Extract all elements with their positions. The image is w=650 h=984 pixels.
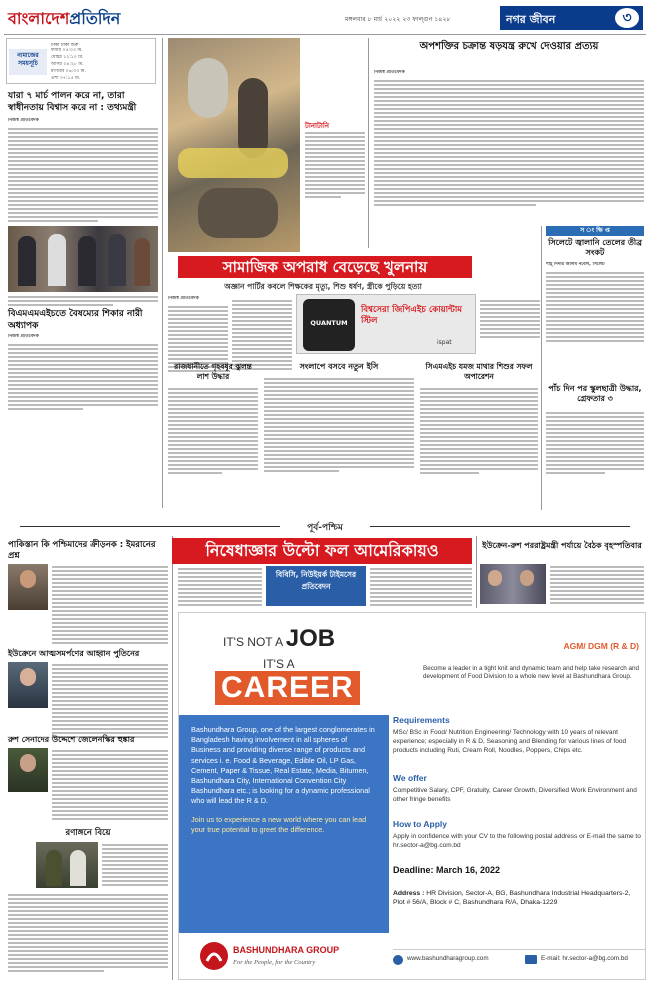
body-left2 xyxy=(8,342,158,412)
headline-left1: যারা ৭ মার্চ পালন করে না, তারা স্বাধীনতায় বিশ্বাস করে না : তথ্যমন্ত্রী xyxy=(8,91,137,113)
prayer-heading: ঢাকা ঢাকা শুরু xyxy=(51,43,79,48)
headline-right1: অপশক্তির চক্রান্ত ষড়যন্ত্র রুখে দেওয়ার প্রত্যয় xyxy=(419,41,599,52)
globe-icon xyxy=(393,955,403,965)
ad-company-pitch-box xyxy=(179,715,389,933)
prayer-row-isha: এশা ০৭:১৫ মি. xyxy=(51,76,81,81)
ad-website[interactable]: www.bashundharagroup.com xyxy=(407,955,489,962)
body-wedding xyxy=(8,892,168,974)
prayer-row-maghrib: মাগরিব ০৬:০৩ মি. xyxy=(51,69,87,74)
ad-right-panel xyxy=(393,613,645,979)
photo-imran xyxy=(8,564,48,610)
caption-left-photo xyxy=(8,294,158,308)
ad-group-name: BASHUNDHARA GROUP xyxy=(233,945,340,955)
masthead-logo: বাংলাদেশপ্রতিদিন xyxy=(8,9,121,28)
subheadline-sanctions: বিবিসি, নিউইয়র্ক টাইমসের প্রতিবেদন xyxy=(266,566,366,606)
headline-sylhet: সিলেটে জ্বালানি তেলের তীব্র সংকট xyxy=(548,238,642,257)
prayer-row-fajr: ফজর ০৫:০৩ মি. xyxy=(51,48,83,53)
body-putin xyxy=(52,662,168,740)
ad-address: HR Division, Sector-A, BG, Bashundhara Industrial Headquarters-2, Plot # 56/A, Block # C, Bashundhara R/A, Dhaka-1229 xyxy=(393,890,631,907)
body-sylhet xyxy=(546,270,644,344)
photo-zelensky xyxy=(8,748,48,792)
page-header xyxy=(0,0,650,34)
quantum-brand: বিশ্বসেরা জিপিএইচ কোয়ান্টাম স্টিল xyxy=(361,305,463,326)
headline-khulna: সামাজিক অপরাধ বেড়েছে খুলনায় xyxy=(178,256,472,278)
ad-deadline: Deadline: March 16, 2022 xyxy=(393,865,501,875)
photo-putin xyxy=(8,662,48,708)
headline-housewife: রাজধানীতে গৃহবধূর ঝুলন্ত লাশ উদ্ধার xyxy=(174,362,252,381)
section-label: নগর জীবন ৩ xyxy=(500,6,643,30)
prayer-row-asr: আসর ০৪:২৮ মি. xyxy=(51,62,84,67)
ad-headline-job: JOB xyxy=(285,625,336,652)
photo-ministers xyxy=(8,226,158,292)
headline-putin: ইউক্রেনে আত্মসমর্পণের আহ্বান পুতিনের xyxy=(8,649,140,658)
body-sanctions-right xyxy=(370,566,472,608)
body-schoolgirl xyxy=(546,410,644,476)
briefs-tag: স ং ক্ষি প্ত xyxy=(546,226,644,236)
headline-schoolgirl: পাঁচ দিন পর স্কুলছাত্রী উদ্ধার, গ্রেফতার ৩ xyxy=(548,384,642,403)
ad-offer-heading: We offer xyxy=(393,773,427,783)
ad-company-pitch: Bashundhara Group, one of the largest conglomerates in Bangladesh having involvement in all spheres of Business and providing diverse range of products and services i. e. Food & Beverage, Edible Oil, LP Gas, Cement, Paper & Tissue, Real Estate, Media, Bitumen, Bashundhara City, International Convention City Bashundhara etc.; is looking for a dynamic professional who will lead the R & D. xyxy=(191,725,375,806)
ad-address-block xyxy=(393,889,641,907)
quantum-sub-brand: ispat xyxy=(437,339,452,346)
ad-headline-line2: IT'S A xyxy=(263,657,295,671)
ad-requirements: MSc/ BSc in Food/ Nutrition Engineering/ Technology with 10 years of relevant experience; especially in R & D, Seasoning and Blending for various lines of food products including Ruti, Cream Roll, Noodles, Poppers, Chips etc. xyxy=(393,729,627,754)
headline-left2: বিএমএমএইচতে বৈষম্যের শিকার নারী অধ্যাপক xyxy=(8,309,143,331)
headline-ukraine-talks: ইউক্রেন-রুশ পররাষ্ট্রমন্ত্রী পর্যায়ে বৈঠক বৃহস্পতিবার xyxy=(482,541,642,550)
mail-icon xyxy=(525,955,537,964)
photo-lavrov-kuleba xyxy=(480,564,546,604)
headline-sanctions: নিষেধাজ্ঞার উল্টো ফল আমেরিকায়ও xyxy=(172,538,472,564)
prayer-times-box xyxy=(6,38,156,84)
byline-left2: নিজস্ব প্রতিবেদক xyxy=(8,334,39,339)
body-left1 xyxy=(8,126,158,222)
prayer-row-zuhr: যোহর ১২:১০ মি. xyxy=(51,55,84,60)
photo-oil-crowd xyxy=(168,38,300,252)
byline-khulna: নিজস্ব প্রতিবেদক xyxy=(168,296,199,301)
body-ec xyxy=(264,376,414,474)
headline-zelensky: রুশ সেনাদের উদ্দেশে জেলেনস্কির হুঙ্কার xyxy=(8,735,135,744)
photo-caption-body xyxy=(305,130,365,200)
body-ukraine-talks xyxy=(550,564,644,606)
ad-intro: Become a leader in a tight knit and dynamic team and help take research and development of Food Division to a whole new level at Bashundhara Group. xyxy=(423,665,639,681)
body-khulna-col3 xyxy=(480,298,540,340)
ad-position: AGM/ DGM (R & D) xyxy=(563,641,639,651)
prayer-box-title: নামাজের সময়সূচি xyxy=(9,49,47,75)
body-right1 xyxy=(374,78,644,208)
ad-address-label: Address : xyxy=(393,890,425,897)
photo-wedding xyxy=(36,842,98,888)
ad-left-panel xyxy=(179,613,389,979)
body-cmh xyxy=(420,386,538,476)
quantum-logo-text: QUANTUM xyxy=(310,319,348,327)
byline-right1: নিজস্ব প্রতিবেদক xyxy=(374,70,405,75)
headline-cmh: সিএমএইচ যমজ মাথার শিশুর সফল অপারেশন xyxy=(425,362,533,381)
ad-tagline: For the People, for the Country xyxy=(233,959,316,966)
issue-date: মঙ্গলবার ৮ মার্চ ২০২২ ২৩ ফাল্গুন ১৪২৮ xyxy=(345,16,451,23)
ad-headline-line1: IT'S NOT A JOB xyxy=(223,625,336,652)
subheadline-khulna: অজ্ঞান পার্টির কবলে শিক্ষকের মৃত্যু, শিশু ধর্ষণ, স্ত্রীকে পুড়িয়ে হত্যা xyxy=(224,282,422,291)
byline-sylhet: শাহ্ দিদার আলম নবেল, সিলেট xyxy=(546,262,605,267)
ad-headline-career: CAREER xyxy=(215,671,360,705)
ad-apply: Apply in confidence with your CV to the following postal address or E-mail the same to hr.sector-a@bg.com.bd xyxy=(393,833,641,849)
photo-caption-tag: টানাটানি xyxy=(305,122,330,130)
bashundhara-logo-icon xyxy=(199,941,229,971)
body-housewife xyxy=(168,386,258,476)
quantum-logo xyxy=(303,299,355,351)
body-khulna-col2 xyxy=(232,298,292,372)
headline-ec: সংলাপে বসবে নতুন ইসি xyxy=(299,362,379,371)
headline-wedding: রণাঙ্গনে বিয়ে xyxy=(65,828,111,838)
section-purba-paschim: পূর্ব-পশ্চিম xyxy=(0,520,650,534)
headline-pakistan: পাকিস্তান কি পশ্চিমাদের ক্রীড়নক : ইমরানের প্রশ্ন xyxy=(8,540,156,561)
ad-bg-logo xyxy=(199,941,229,971)
body-wedding-side xyxy=(102,842,168,888)
bashundhara-job-ad xyxy=(178,612,646,980)
ad-join-text: Join us to experience a new world where you can lead your true potential to greet the difference. xyxy=(191,814,367,834)
page-number: ৩ xyxy=(615,8,639,28)
ad-offer: Competitive Salary, CPF, Gratuity, Career Growth, Diversified Work Environment and other fringe benefits xyxy=(393,787,637,803)
ad-apply-heading: How to Apply xyxy=(393,819,447,829)
body-sanctions-left xyxy=(178,566,262,608)
ad-requirements-heading: Requirements xyxy=(393,715,450,725)
body-pakistan xyxy=(52,564,168,646)
body-zelensky xyxy=(52,748,168,822)
ad-email[interactable]: E-mail: hr.sector-a@bg.com.bd xyxy=(541,955,628,962)
byline-left1: নিজস্ব প্রতিবেদক xyxy=(8,118,39,123)
quantum-steel-ad xyxy=(296,294,476,354)
